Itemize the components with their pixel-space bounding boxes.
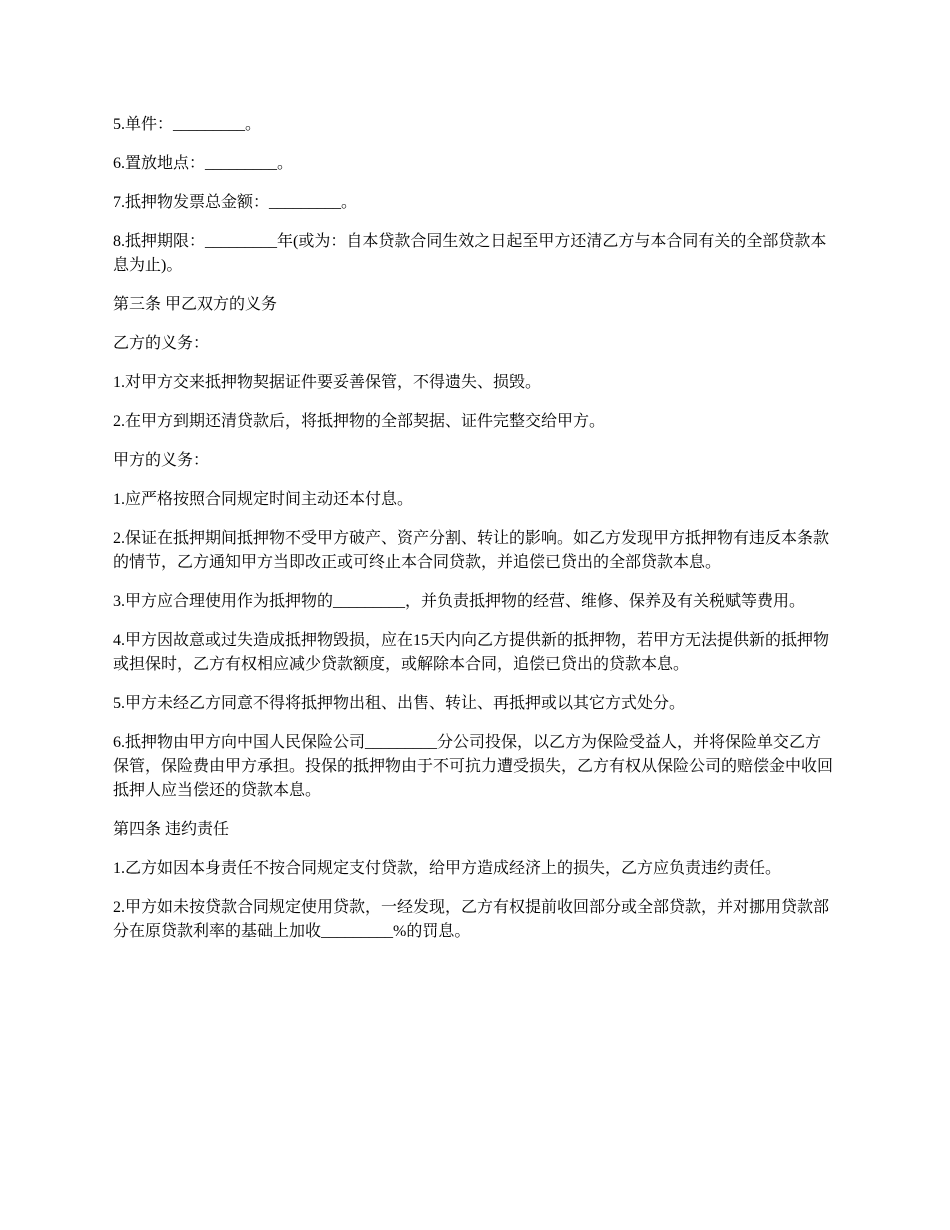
section-heading-article-4: 第四条 违约责任 (113, 821, 230, 838)
paragraph-item-8-mortgage-term: 8.抵押期限：_________年(或为：自本贷款合同生效之日起至甲方还清乙方与本合同有关的全部贷款本息为止)。 (113, 233, 827, 274)
document-body (113, 113, 835, 959)
party-a-obligation-5: 5.甲方未经乙方同意不得将抵押物出租、出售、转让、再抵押或以其它方式处分。 (113, 695, 686, 712)
liability-clause-1: 1.乙方如因本身责任不按合同规定支付贷款，给甲方造成经济上的损失，乙方应负责违约责任。 (113, 860, 782, 877)
section-heading-article-3: 第三条 甲乙双方的义务 (113, 296, 278, 313)
party-a-obligation-4: 4.甲方因故意或过失造成抵押物毁损，应在15天内向乙方提供新的抵押物，若甲方无法提供新的抵押物或担保时，乙方有权相应减少贷款额度，或解除本合同，追偿已贷出的贷款本息。 (113, 632, 830, 673)
paragraph-item-6-location: 6.置放地点：_________。 (113, 155, 294, 172)
party-a-obligation-6: 6.抵押物由甲方向中国人民保险公司_________分公司投保，以乙方为保险受益人，并将保险单交乙方保管，保险费由甲方承担。投保的抵押物由于不可抗力遭受损失，乙方有权从保险公司的赔偿金中收回抵押人应当偿还的贷款本息。 (113, 734, 834, 799)
party-a-obligation-2: 2.保证在抵押期间抵押物不受甲方破产、资产分割、转让的影响。如乙方发现甲方抵押物有违反本条款的情节，乙方通知甲方当即改正或可终止本合同贷款，并追偿已贷出的全部贷款本息。 (113, 530, 830, 571)
party-a-obligation-3: 3.甲方应合理使用作为抵押物的_________，并负责抵押物的经营、维修、保养及有关税赋等费用。 (113, 593, 806, 610)
party-a-obligation-1: 1.应严格按照合同规定时间主动还本付息。 (113, 491, 414, 508)
party-b-obligation-2: 2.在甲方到期还清贷款后，将抵押物的全部契据、证件完整交给甲方。 (113, 413, 606, 430)
subheading-party-b-obligations: 乙方的义务： (113, 335, 210, 352)
party-b-obligation-1: 1.对甲方交来抵押物契据证件要妥善保管，不得遗失、损毁。 (113, 374, 542, 391)
liability-clause-2: 2.甲方如未按贷款合同规定使用贷款，一经发现，乙方有权提前收回部分或全部贷款，并对挪用贷款部分在原贷款利率的基础上加收_________%的罚息。 (113, 899, 830, 940)
paragraph-item-5-unit: 5.单件：_________。 (113, 116, 262, 133)
subheading-party-a-obligations: 甲方的义务： (113, 452, 210, 469)
paragraph-item-7-invoice-amount: 7.抵押物发票总金额：_________。 (113, 194, 358, 211)
